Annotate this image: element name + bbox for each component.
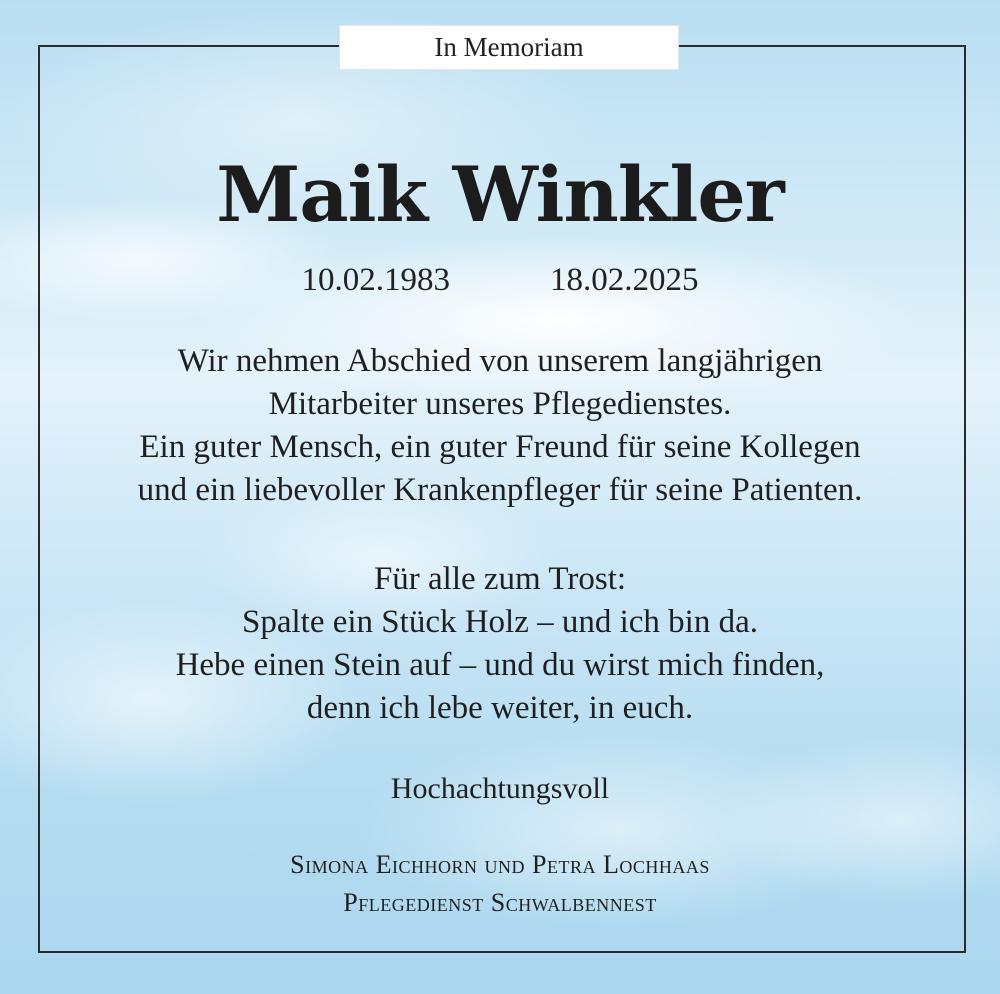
life-dates [0, 262, 1000, 299]
message-line: Ein guter Mensch, ein guter Freund für seine Kollegen [139, 429, 861, 465]
poem-line: Hebe einen Stein auf – und du wirst mich finden, [175, 647, 825, 683]
signature-organization: Pflegedienst Schwalbennest [343, 888, 657, 917]
death-date: 18.02.2025 [550, 262, 699, 298]
poem-line: Für alle zum Trost: [373, 561, 627, 597]
birth-date: 10.02.1983 [301, 262, 450, 298]
message-line: Wir nehmen Abschied von unserem langjährigen [177, 343, 823, 379]
farewell-message [0, 340, 1000, 512]
message-line: Mitarbeiter unseres Pflegedienstes. [268, 386, 732, 422]
closing-phrase: Hochachtungsvoll [390, 772, 610, 805]
message-line: und ein liebevoller Krankenpfleger für seine Patienten. [137, 472, 863, 508]
header-label-box [339, 25, 679, 70]
poem-line: denn ich lebe weiter, in euch. [306, 690, 694, 726]
poem-line: Spalte ein Stück Holz – und ich bin da. [242, 604, 758, 640]
signature [0, 846, 1000, 922]
poem [0, 558, 1000, 730]
header-label: In Memoriam [434, 32, 584, 62]
deceased-name: Maik Winkler [216, 150, 784, 239]
signature-names: Simona Eichhorn und Petra Lochhaas [290, 850, 710, 879]
